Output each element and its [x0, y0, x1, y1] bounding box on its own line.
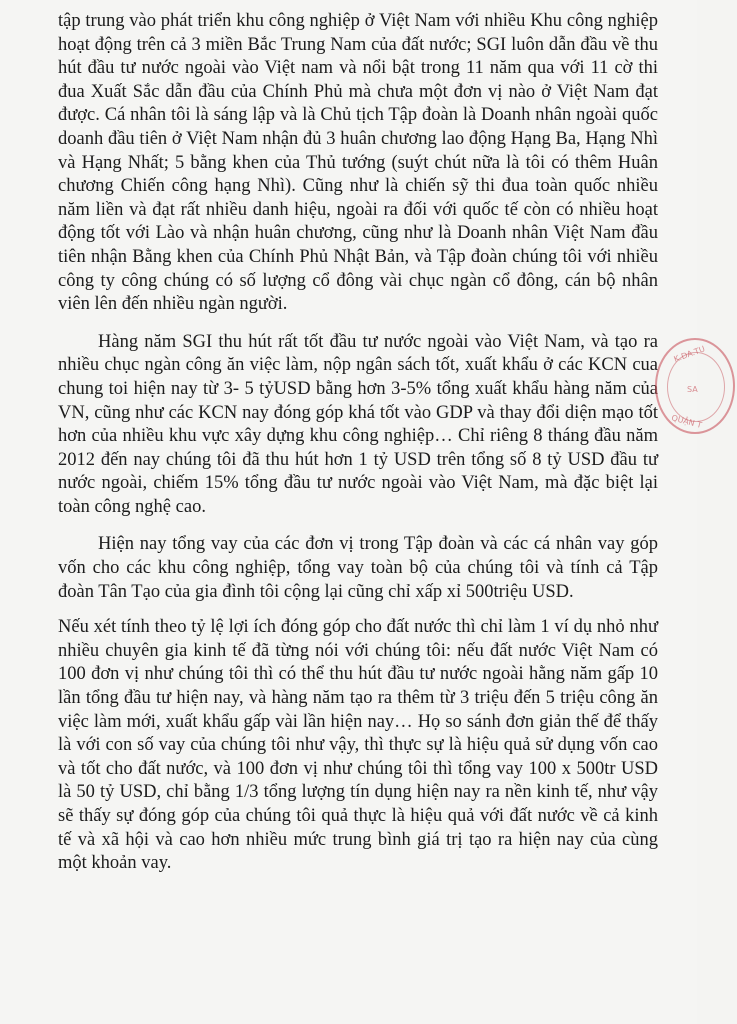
paragraph-1: tập trung vào phát triển khu công nghiệp ở Việt Nam với nhiều Khu công nghiệp hoạt động trên cả 3 miền Bắc Trung Nam của đất nước; SGI luôn dẫn đầu về thu hút đầu tư nước ngoài vào Việt nam và nổi bật trong 11 năm qua với 11 cờ thi đua Xuất Sắc dẫn đầu của Chính Phủ mà chưa một đơn vị nào ở Việt Nam đạt được. Cá nhân tôi là sáng lập và là Chủ tịch Tập đoàn là Doanh nhân ngoài quốc doanh đầu tiên ở Việt Nam nhận đủ 3 huân chương lao động Hạng Ba, Hạng Nhì và Hạng Nhất; 5 bằng khen của Thủ tướng (suýt chút nữa là tôi có thêm Huân chương Chiến công hạng Nhì). Cũng như là chiến sỹ thi đua toàn quốc nhiều năm liền và đạt rất nhiều danh hiệu, ngoài ra đối với quốc tế còn có nhiều hoạt động tốt với Lào và nhận huân chương, cũng như là Doanh nhân Việt Nam đầu tiên nhận Bằng khen của Chính Phủ Nhật Bản, và Tập đoàn chúng tôi với nhiều công ty công chúng có số lượng cổ đông vài chục ngàn cổ đông, cán bộ nhân viên lên đến nhiều ngàn người. [58, 11, 658, 315]
paragraph-4: Nếu xét tính theo tỷ lệ lợi ích đóng góp cho đất nước thì chỉ làm 1 ví dụ nhỏ như nhiều chuyên gia kinh tế đã từng nói với chúng tôi: nếu đất nước Việt Nam có 100 đơn vị như chúng tôi thì có thể thu hút đầu tư nước ngoài hằng năm gấp 10 lần tổng đầu tư hiện nay, và hàng năm tạo ra thêm từ 3 triệu đến 5 triệu công ăn việc làm mới, xuất khẩu gấp vài lần hiện nay… Họ so sánh đơn giản thế để thấy là với con số vay của chúng tôi như vậy, thì thực sự là hiệu quả sử dụng vốn cao và tốt cho đất nước, và 100 đơn vị như chúng tôi thì tổng vay 100 x 500tr USD là 50 tỷ USD, chỉ bằng 1/3 tổng lượng tín dụng hiện nay ra nền kinh tế, như vậy sẽ thấy sự đóng góp của chúng tôi quả thực là hiệu quả với đất nước về cả kinh tế và xã hội và cao hơn nhiều mức trung bình giá trị tạo ra hiện nay của cùng một khoản vay. [58, 617, 658, 874]
svg-text:K.DA.TU: K.DA.TU [672, 344, 707, 364]
seal-text-graphic [657, 340, 737, 436]
svg-text:QUẬN T: QUẬN T [670, 413, 703, 430]
paragraph-2: Hàng năm SGI thu hút rất tốt đầu tư nước ngoài vào Việt Nam, và tạo ra nhiều chục ngàn công ăn việc làm, nộp ngân sách tốt, xuất khẩu ở các KCN cua chung toi hiện nay từ 3- 5 tỷUSD bằng hơn 3-5% tổng xuất khẩu hàng năm của VN, cũng như các KCN nay đóng góp khá tốt vào GDP và thay đổi diện mạo tốt hơn của nhiều khu vực xây dựng khu công nghiệp… Chỉ riêng 8 tháng đầu năm 2012 đến nay chúng tôi đã thu hút hơn 1 tỷ USD trên tổng số 8 tỷ USD đầu tư nước ngoài, chiếm 15% tổng đầu tư nước ngoài vào Việt Nam, mà đặc biệt lại toàn công nghệ cao. [58, 331, 658, 517]
svg-text:SA: SA [687, 385, 698, 394]
paragraph-3: Hiện nay tổng vay của các đơn vị trong Tập đoàn và các cá nhân vay góp vốn cho các khu công nghiệp, tổng vay toàn bộ của chúng tôi và tính cả Tập đoàn Tân Tạo của gia đình tôi cộng lại cũng chỉ xấp xỉ 500triệu USD. [58, 534, 658, 602]
document-body [58, 10, 658, 876]
red-seal-stamp [655, 338, 735, 434]
